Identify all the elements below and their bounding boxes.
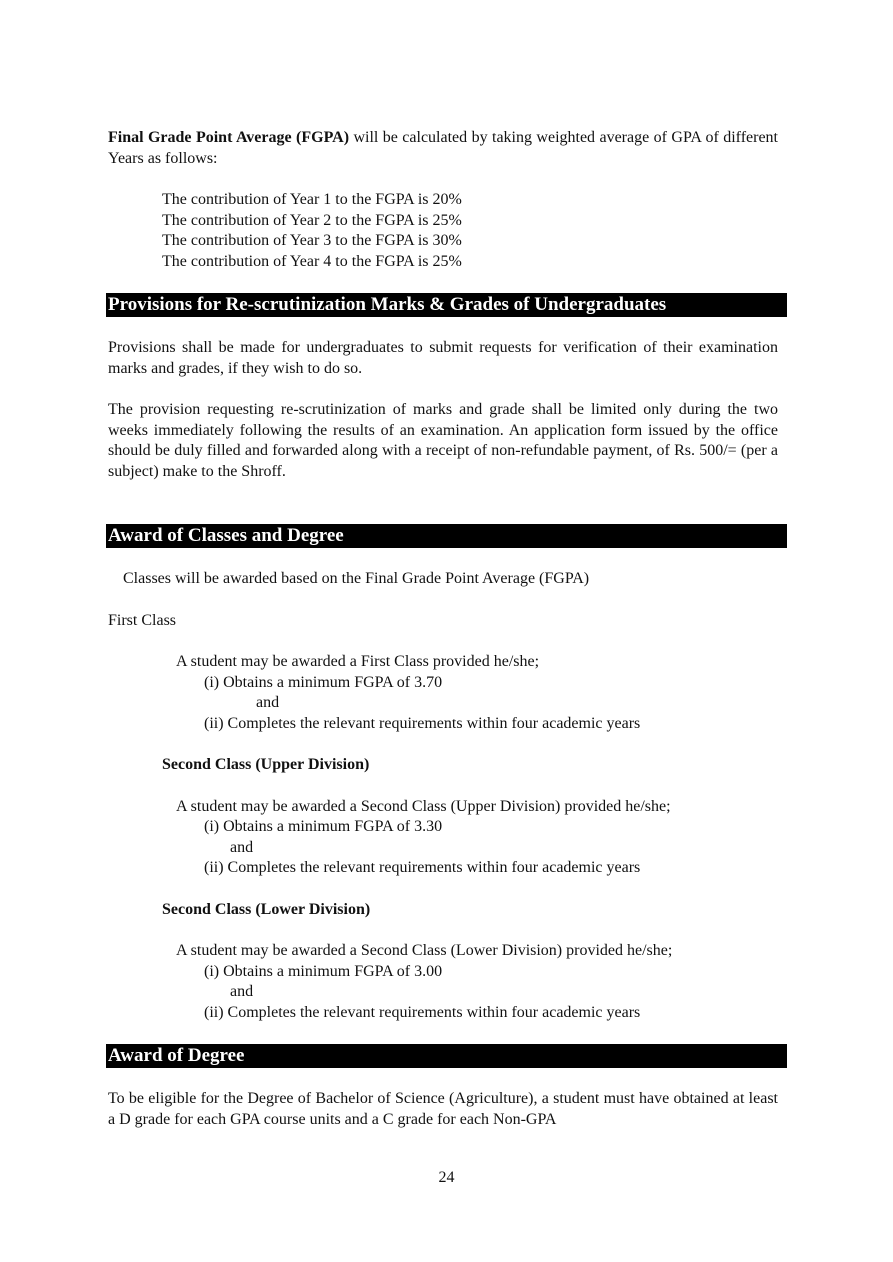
- document-page: [108, 128, 778, 1130]
- lower-division-and: and: [230, 983, 254, 1000]
- degree-paragraph: To be eligible for the Degree of Bachelor of Science (Agriculture), a student must have obtained at least a D grade for each GPA course units and a C grade for each Non-GPA: [108, 1090, 778, 1128]
- degree-heading: Award of Degree: [106, 1044, 787, 1068]
- upper-division-requirements: [204, 817, 778, 879]
- page-number: 24: [438, 1169, 455, 1186]
- classes-intro: Classes will be awarded based on the Final Grade Point Average (FGPA): [123, 570, 590, 587]
- upper-division-condition: A student may be awarded a Second Class (Upper Division) provided he/she;: [176, 797, 671, 815]
- first-class-and: and: [256, 694, 280, 711]
- first-class-item-1: (i) Obtains a minimum FGPA of 3.70: [204, 673, 443, 691]
- lower-division-requirements: [204, 962, 778, 1024]
- first-class-item-2: (ii) Completes the relevant requirements within four academic years: [204, 714, 641, 732]
- classes-heading: Award of Classes and Degree: [106, 524, 787, 548]
- lower-division-condition: A student may be awarded a Second Class (Lower Division) provided he/she;: [176, 942, 673, 959]
- contribution-year-4: The contribution of Year 4 to the FGPA is 25%: [162, 252, 462, 270]
- rescrutiny-heading: Provisions for Re-scrutinization Marks & Grades of Undergraduates: [106, 293, 787, 317]
- lower-division-item-1: (i) Obtains a minimum FGPA of 3.00: [204, 962, 443, 980]
- upper-division-item-2: (ii) Completes the relevant requirements within four academic years: [204, 859, 641, 876]
- lower-division-item-2: (ii) Completes the relevant requirements within four academic years: [204, 1003, 641, 1021]
- fgpa-paragraph: [108, 128, 778, 169]
- upper-division-title: Second Class (Upper Division): [162, 756, 370, 773]
- contribution-year-2: The contribution of Year 2 to the FGPA is 25%: [162, 211, 462, 229]
- first-class-title: First Class: [108, 611, 177, 629]
- rescrutiny-paragraph-1: Provisions shall be made for undergraduates to submit requests for verification of their examination marks and grades, if they wish to do so.: [108, 339, 778, 377]
- upper-division-and: and: [230, 838, 254, 856]
- contribution-year-3: The contribution of Year 3 to the FGPA is 30%: [162, 232, 462, 249]
- first-class-condition: A student may be awarded a First Class provided he/she;: [176, 653, 540, 670]
- first-class-requirements: [204, 673, 778, 735]
- fgpa-contribution-list: [162, 190, 778, 272]
- lower-division-title: Second Class (Lower Division): [162, 900, 371, 918]
- contribution-year-1: The contribution of Year 1 to the FGPA is 20%: [162, 191, 462, 208]
- upper-division-item-1: (i) Obtains a minimum FGPA of 3.30: [204, 818, 443, 835]
- fgpa-term: Final Grade Point Average (FGPA): [108, 129, 350, 146]
- rescrutiny-paragraph-2: The provision requesting re-scrutinization of marks and grade shall be limited only during the two weeks immediately following the results of an examination. An application form issued by the office should be duly filled and forwarded along with a receipt of non-refundable payment, of Rs. 500/= (per a subject) make to the Shroff.: [108, 401, 778, 480]
- fgpa-text: will be calculated by taking weighted average of GPA of different Years as follows:: [108, 129, 778, 167]
